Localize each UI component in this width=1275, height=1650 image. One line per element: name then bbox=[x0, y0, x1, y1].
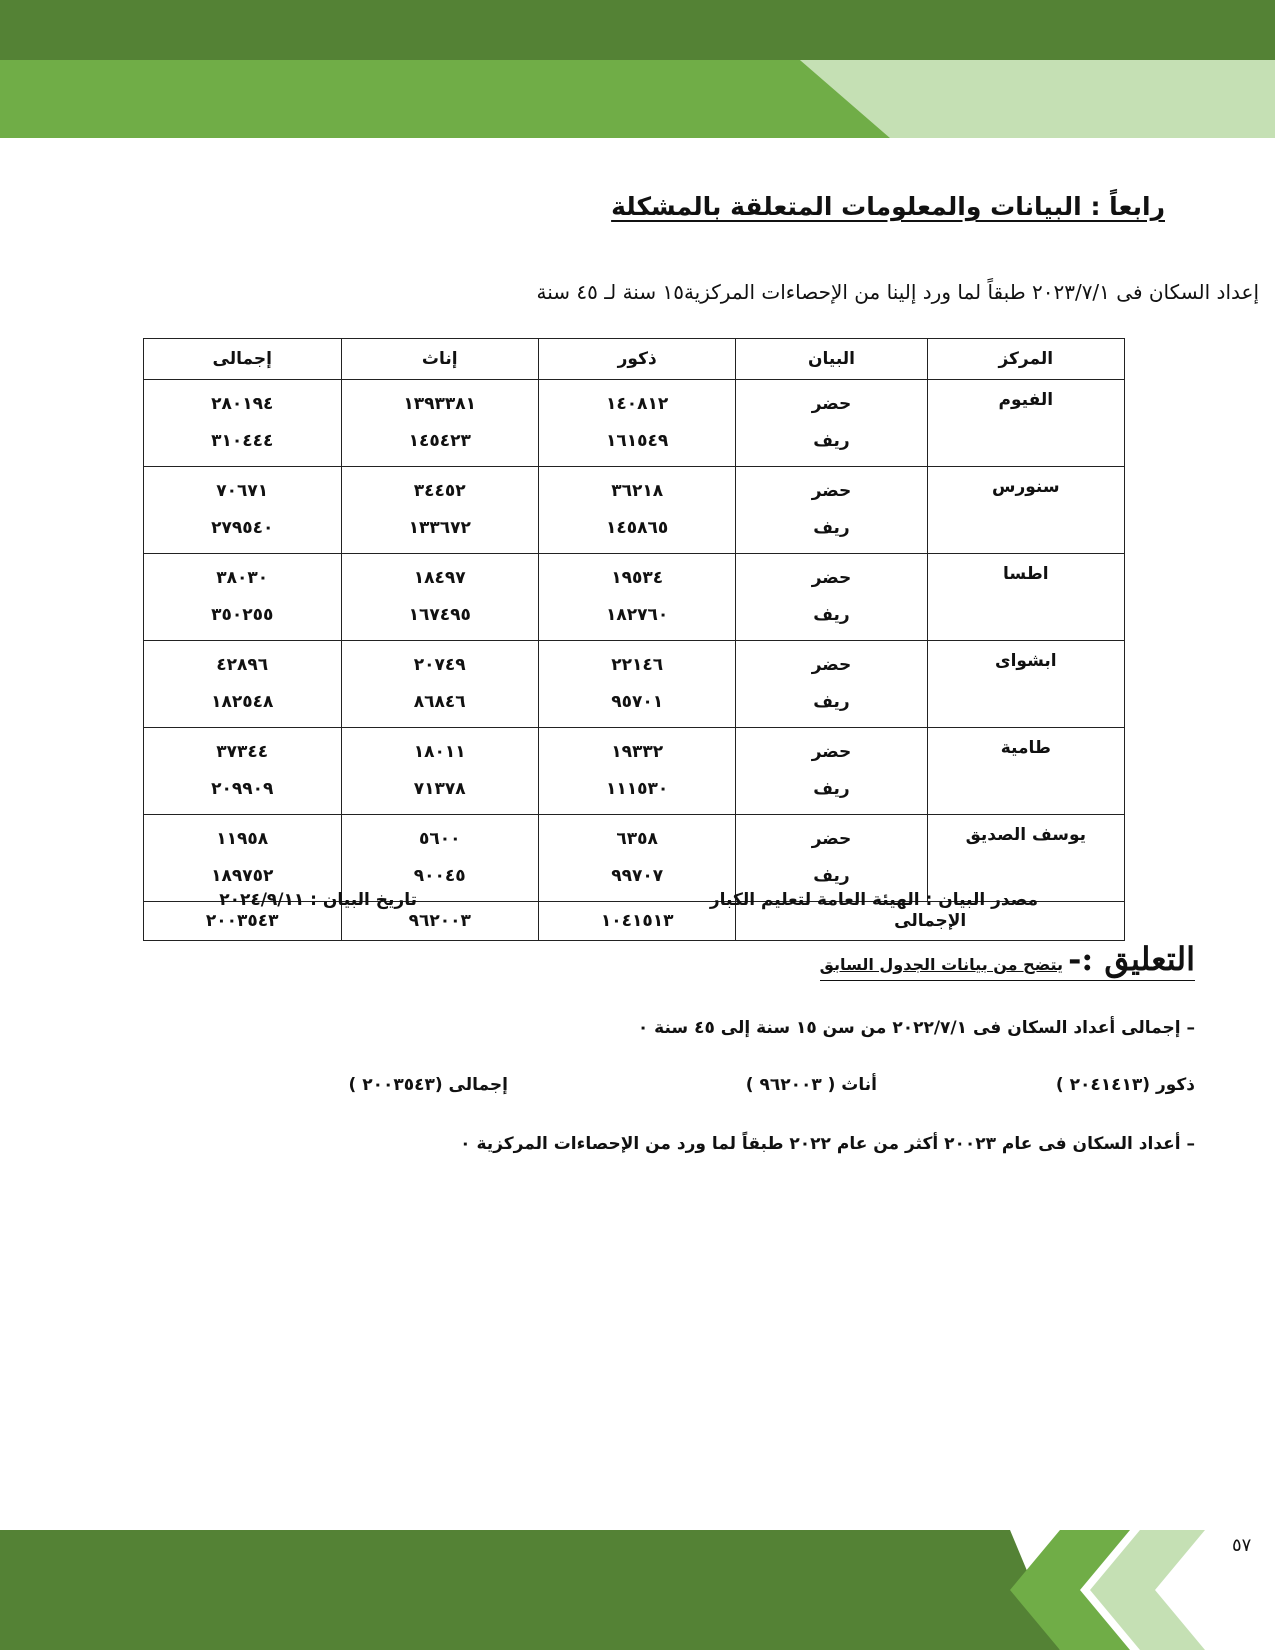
females-cell bbox=[341, 467, 538, 554]
males-cell bbox=[538, 728, 735, 815]
urban-males: ١٩٣٣٢ bbox=[611, 742, 664, 762]
statement-cell bbox=[736, 728, 927, 815]
intro-text: إعداد السكان فى ٢٠٢٣/٧/١ طبقاً لما ورد إلينا من الإحصاءات المركزية١٥ سنة لـ ٤٥ سنة bbox=[536, 280, 1259, 304]
center-name: طامية bbox=[927, 728, 1124, 815]
urban-label: حضر bbox=[811, 481, 852, 501]
bullet-comparison: – أعداد السكان فى عام ٢٠٠٢٣ أكثر من عام ٢٠٢٢ طبقاً لما ورد من الإحصاءات المركزية ٠ bbox=[460, 1134, 1195, 1154]
urban-total: ٧٠٦٧١ bbox=[216, 481, 269, 501]
males-cell bbox=[538, 380, 735, 467]
urban-males: ١٤٠٨١٢ bbox=[606, 394, 669, 414]
total-cell bbox=[144, 467, 342, 554]
summary-males: ذكور (٢٠٤١٤١٣ ) bbox=[1055, 1075, 1195, 1095]
table-row bbox=[144, 554, 1125, 641]
header-males: ذكور bbox=[538, 339, 735, 380]
females-cell bbox=[341, 728, 538, 815]
rural-females: ٩٠٠٤٥ bbox=[413, 866, 466, 886]
rural-label: ريف bbox=[813, 518, 850, 538]
total-total: ٢٠٠٣٥٤٣ bbox=[144, 902, 342, 941]
total-cell bbox=[144, 380, 342, 467]
females-cell bbox=[341, 815, 538, 902]
source-note: مصدر البيان : الهيئة العامة لتعليم الكبار bbox=[709, 890, 1038, 910]
rural-females: ٧١٣٧٨ bbox=[413, 779, 466, 799]
urban-total: ٣٧٣٤٤ bbox=[216, 742, 269, 762]
date-note: تاريخ البيان : ٢٠٢٤/٩/١١ bbox=[219, 890, 417, 910]
rural-males: ١١١٥٣٠ bbox=[606, 779, 669, 799]
rural-males: ١٦١٥٤٩ bbox=[606, 431, 669, 451]
rural-females: ٨٦٨٤٦ bbox=[413, 692, 466, 712]
males-cell bbox=[538, 641, 735, 728]
urban-females: ٢٠٧٤٩ bbox=[413, 655, 466, 675]
total-label: الإجمالى bbox=[736, 902, 1125, 941]
center-name: سنورس bbox=[927, 467, 1124, 554]
page-number: ٥٧ bbox=[1232, 1535, 1252, 1556]
statement-cell bbox=[736, 641, 927, 728]
population-table bbox=[143, 338, 1125, 941]
table-row bbox=[144, 815, 1125, 902]
total-cell bbox=[144, 554, 342, 641]
urban-males: ٣٦٢١٨ bbox=[611, 481, 664, 501]
urban-total: ٤٢٨٩٦ bbox=[216, 655, 269, 675]
header-statement: البيان bbox=[736, 339, 927, 380]
center-name: ابشواى bbox=[927, 641, 1124, 728]
urban-total: ٣٨٠٣٠ bbox=[216, 568, 269, 588]
urban-label: حضر bbox=[811, 742, 852, 762]
rural-label: ريف bbox=[813, 692, 850, 712]
rural-males: ٩٥٧٠١ bbox=[611, 692, 664, 712]
urban-total: ٢٨٠١٩٤ bbox=[211, 394, 274, 414]
total-males: ١٠٤١٥١٣ bbox=[538, 902, 735, 941]
table-row bbox=[144, 380, 1125, 467]
rural-label: ريف bbox=[813, 431, 850, 451]
rural-females: ١٣٣٦٧٢ bbox=[408, 518, 471, 538]
urban-females: ١٣٩٣٣٨١ bbox=[403, 394, 477, 414]
rural-total: ٣٥٠٢٥٥ bbox=[211, 605, 274, 625]
rural-label: ريف bbox=[813, 779, 850, 799]
rural-total: ٢٠٩٩٠٩ bbox=[211, 779, 274, 799]
urban-males: ١٩٥٣٤ bbox=[611, 568, 664, 588]
section-title: رابعاً : البيانات والمعلومات المتعلقة بالمشكلة bbox=[611, 192, 1165, 221]
table-row bbox=[144, 467, 1125, 554]
center-name: يوسف الصديق bbox=[927, 815, 1124, 902]
females-cell bbox=[341, 380, 538, 467]
comment-heading bbox=[820, 940, 1195, 981]
rural-males: ٩٩٧٠٧ bbox=[611, 866, 664, 886]
statement-cell bbox=[736, 380, 927, 467]
header-center: المركز bbox=[927, 339, 1124, 380]
rural-label: ريف bbox=[813, 866, 850, 886]
rural-label: ريف bbox=[813, 605, 850, 625]
rural-males: ١٤٥٨٦٥ bbox=[606, 518, 669, 538]
urban-label: حضر bbox=[811, 829, 852, 849]
rural-total: ١٨٩٧٥٢ bbox=[211, 866, 274, 886]
statement-cell bbox=[736, 554, 927, 641]
statement-cell bbox=[736, 467, 927, 554]
footer-banner bbox=[0, 1530, 1275, 1650]
urban-females: ٥٦٠٠ bbox=[418, 829, 461, 849]
table-row bbox=[144, 728, 1125, 815]
urban-females: ٣٤٤٥٢ bbox=[413, 481, 466, 501]
rural-females: ١٦٧٤٩٥ bbox=[408, 605, 471, 625]
males-cell bbox=[538, 554, 735, 641]
urban-males: ٢٢١٤٦ bbox=[611, 655, 664, 675]
males-cell bbox=[538, 815, 735, 902]
comment-title: التعليق :- bbox=[1068, 940, 1195, 978]
females-cell bbox=[341, 554, 538, 641]
males-cell bbox=[538, 467, 735, 554]
urban-total: ١١٩٥٨ bbox=[216, 829, 269, 849]
statement-cell bbox=[736, 815, 927, 902]
urban-females: ١٨٤٩٧ bbox=[413, 568, 466, 588]
total-females: ٩٦٢٠٠٣ bbox=[341, 902, 538, 941]
urban-label: حضر bbox=[811, 394, 852, 414]
total-cell bbox=[144, 815, 342, 902]
rural-total: ١٨٢٥٤٨ bbox=[211, 692, 274, 712]
table-header-row bbox=[144, 339, 1125, 380]
summary-females: أناث ( ٩٦٢٠٠٣ ) bbox=[745, 1075, 877, 1095]
total-cell bbox=[144, 728, 342, 815]
rural-males: ١٨٢٧٦٠ bbox=[606, 605, 669, 625]
total-cell bbox=[144, 641, 342, 728]
bullet-total-population: – إجمالى أعداد السكان فى ٢٠٢٢/٧/١ من سن ١٥ سنة إلى ٤٥ سنة ٠ bbox=[637, 1018, 1195, 1038]
summary-total: إجمالى (٢٠٠٣٥٤٣ ) bbox=[348, 1075, 508, 1095]
females-cell bbox=[341, 641, 538, 728]
center-name: اطسا bbox=[927, 554, 1124, 641]
rural-total: ٣١٠٤٤٤ bbox=[211, 431, 274, 451]
comment-subtitle: يتضح من بيانات الجدول السابق bbox=[819, 955, 1063, 974]
header-banner bbox=[0, 0, 1275, 140]
table-row bbox=[144, 641, 1125, 728]
urban-label: حضر bbox=[811, 655, 852, 675]
urban-males: ٦٣٥٨ bbox=[616, 829, 658, 849]
header-females: إناث bbox=[341, 339, 538, 380]
header-total: إجمالى bbox=[144, 339, 342, 380]
center-name: الفيوم bbox=[927, 380, 1124, 467]
rural-total: ٢٧٩٥٤٠ bbox=[211, 518, 274, 538]
urban-females: ١٨٠١١ bbox=[413, 742, 466, 762]
urban-label: حضر bbox=[811, 568, 852, 588]
rural-females: ١٤٥٤٢٣ bbox=[408, 431, 471, 451]
